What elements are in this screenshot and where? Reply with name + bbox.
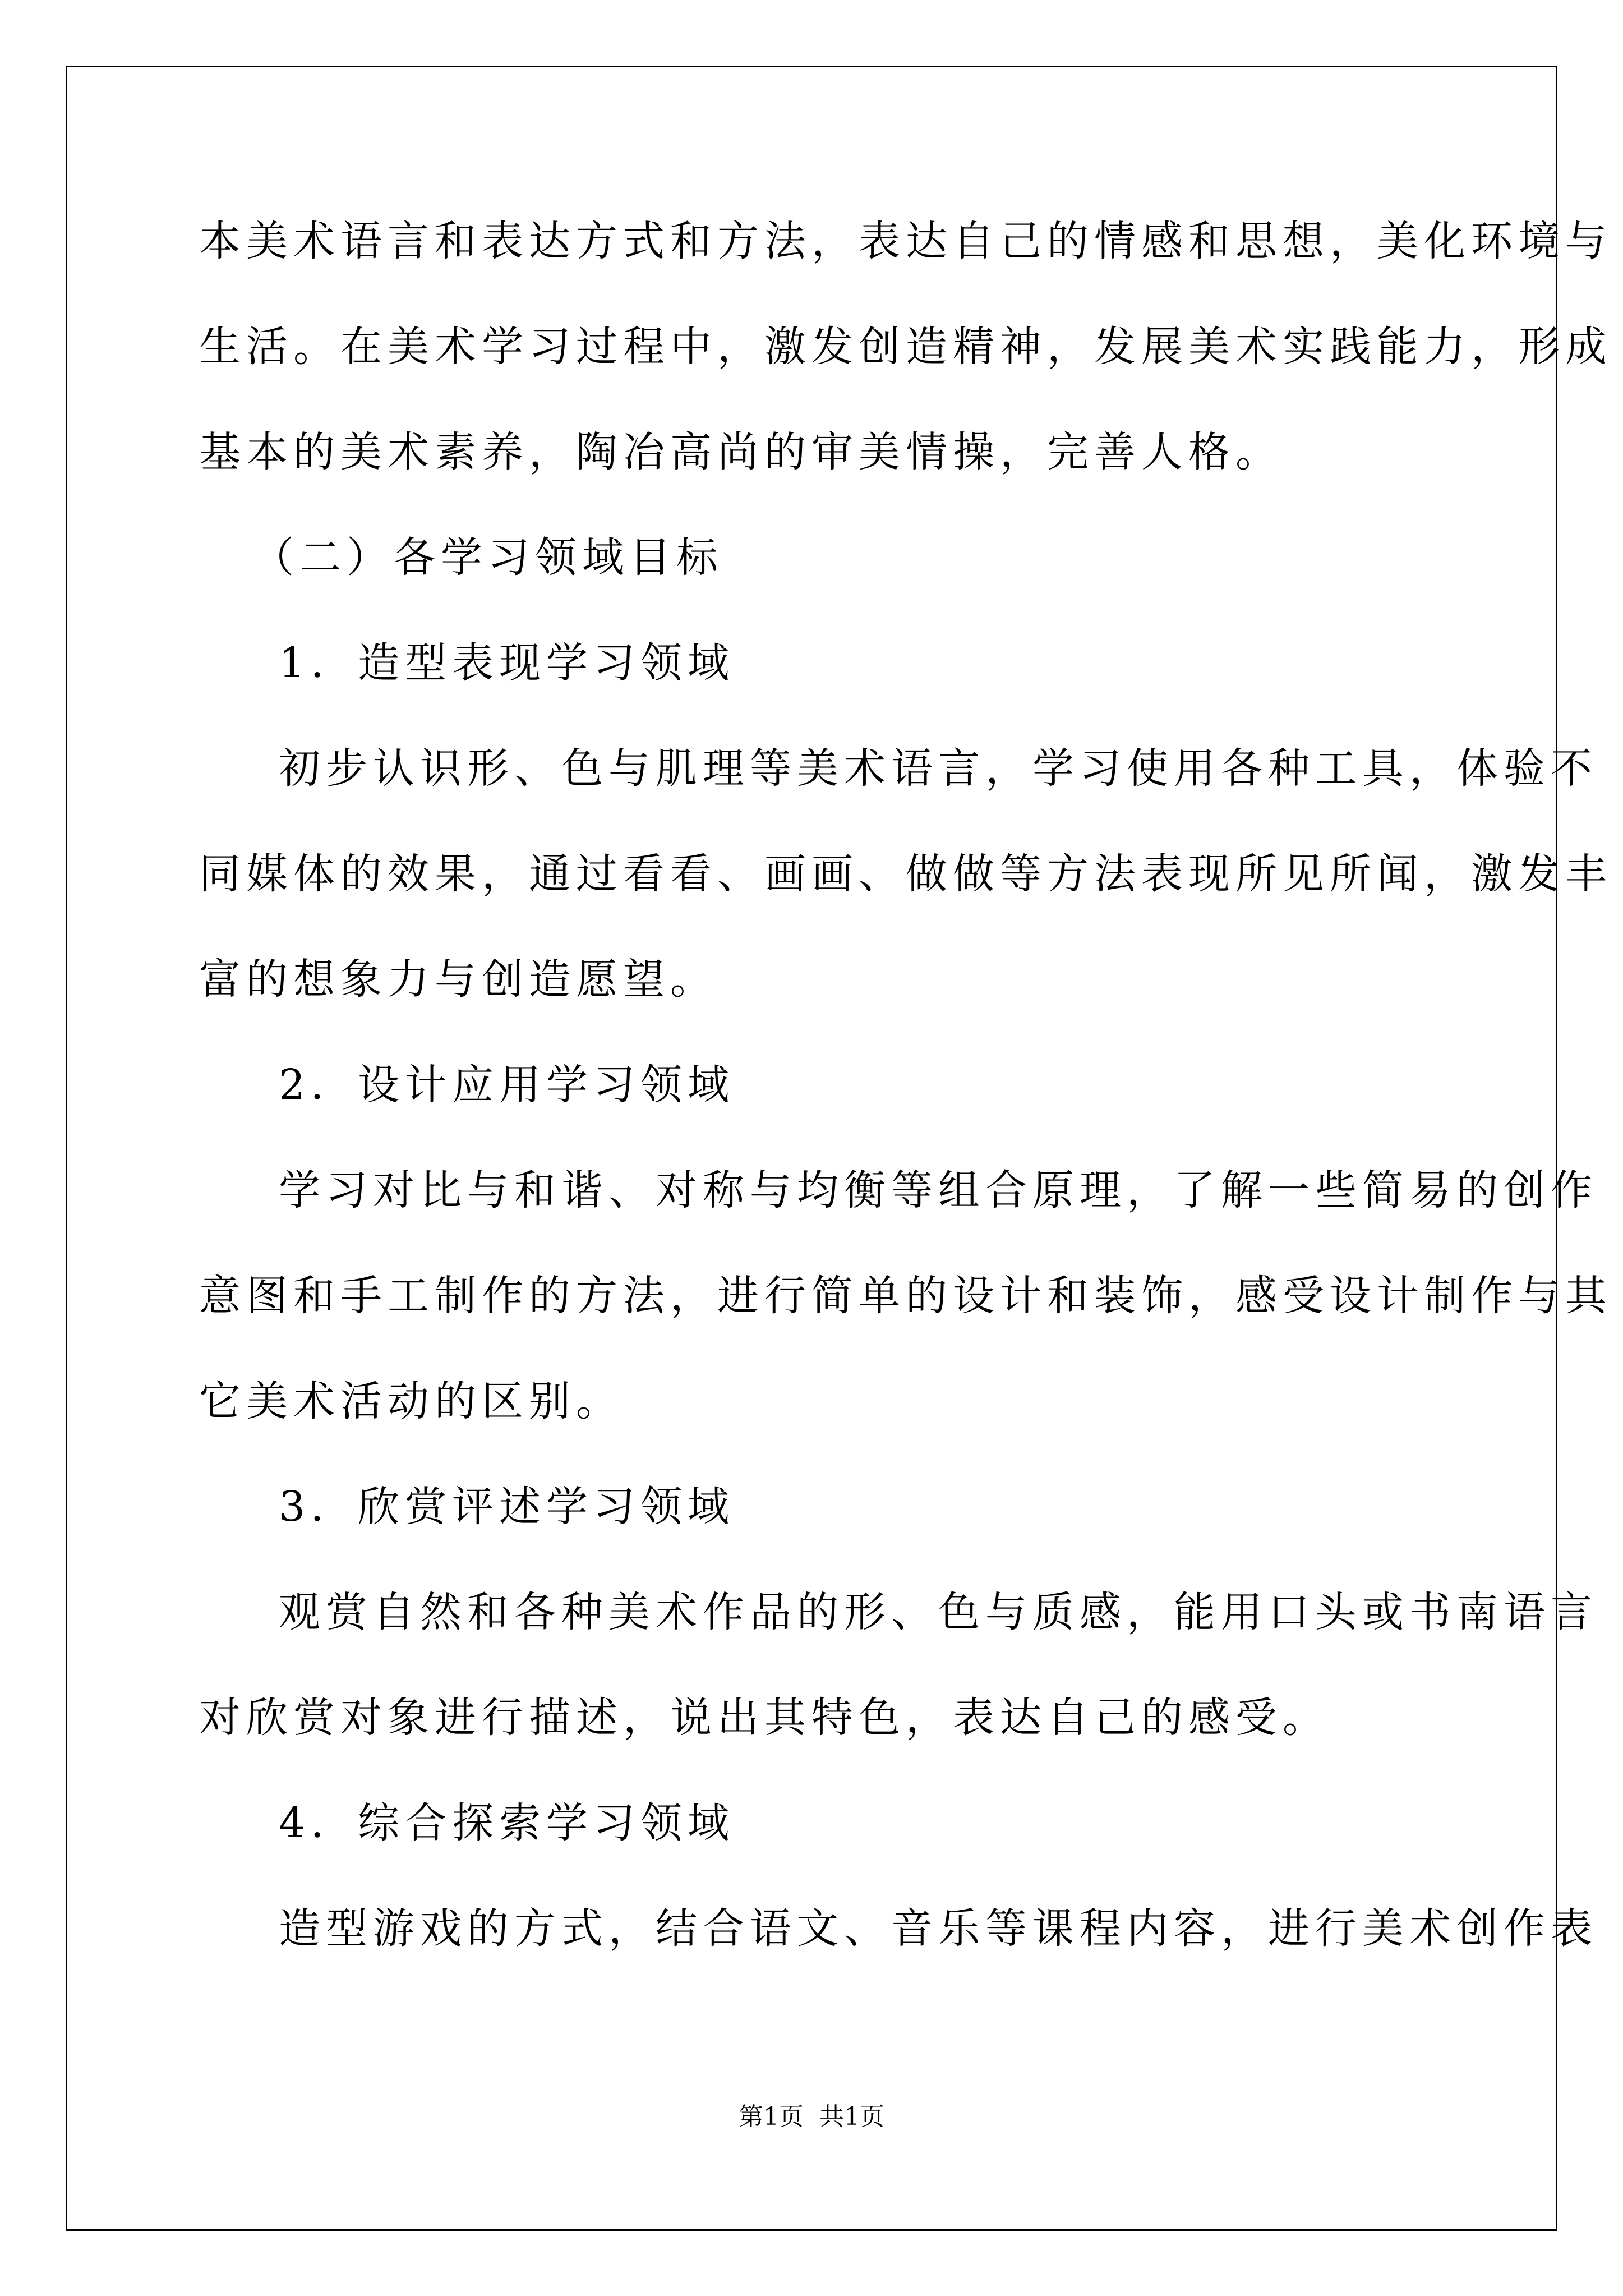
subsection-heading: 3．欣赏评述学习领域 [279,1483,735,1531]
paragraph-line: 意图和手工制作的方法，进行简单的设计和装饰，感受设计制作与其 [199,1272,1612,1320]
paragraph-line: 对欣赏对象进行描述，说出其特色，表达自己的感受。 [199,1694,1330,1742]
paragraph-line: 它美术活动的区别。 [199,1377,623,1425]
paragraph-line: 富的想象力与创造愿望。 [199,955,717,1004]
page-number-footer: 第1页 共1页 [739,2102,884,2131]
paragraph-line: 初步认识形、色与肌理等美术语言，学习使用各种工具，体验不 [279,744,1598,793]
paragraph-line: 学习对比与和谐、对称与均衡等组合原理，了解一些简易的创作 [279,1166,1598,1214]
paragraph-line: 观赏自然和各种美术作品的形、色与质感，能用口头或书南语言 [279,1588,1598,1636]
subsection-heading: 2．设计应用学习领域 [279,1061,735,1109]
text-line: 本美术语言和表达方式和方法，表达自己的情感和思想，美化环境与 [199,217,1612,265]
text-line: 基本的美术素养，陶冶高尚的审美情操，完善人格。 [199,428,1283,476]
paragraph-line: 同媒体的效果，通过看看、画画、做做等方法表现所见所闻，激发丰 [199,850,1612,898]
section-heading: （二）各学习领域目标 [252,533,723,582]
text-line: 生活。在美术学习过程中，激发创造精神，发展美术实践能力，形成 [199,323,1612,371]
subsection-heading: 4．综合探索学习领域 [279,1799,735,1847]
paragraph-line: 造型游戏的方式，结合语文、音乐等课程内容，进行美术创作表 [279,1904,1598,1953]
subsection-heading: 1．造型表现学习领域 [279,639,735,687]
